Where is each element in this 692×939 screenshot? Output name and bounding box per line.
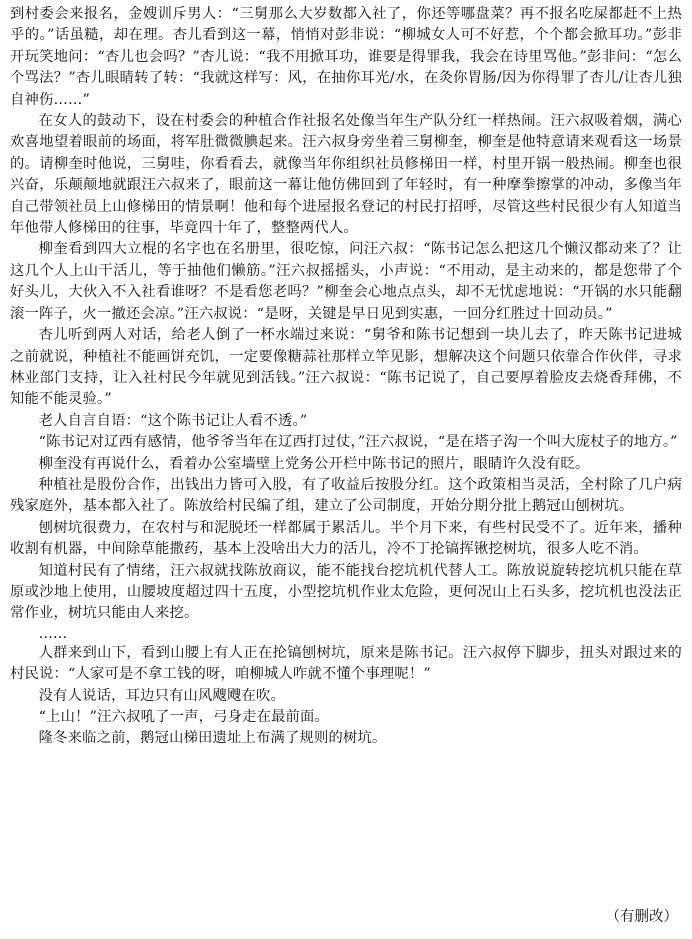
paragraph: “上山！”汪六叔吼了一声，弓身走在最前面。 (38, 709, 330, 725)
article-body (10, 4, 682, 750)
paragraph: 知道村民有了情绪，汪六叔就找陈放商议，能不能找台挖坑机代替人工。陈放说旋转挖坑机只能在草原或沙地上使用，山腰坡度超过四十五度，小型挖坑机作业太危险，更何况山上石头多，挖坑机也没法正常作业，树坑只能由人来挖。 (10, 562, 682, 622)
paragraph: 刨树坑很费力，在农村与和泥脱坯一样都属于累活儿。半个月下来，有些村民受不了。近年来，播种收割有机器，中间除草能撒药，基本上没啥出大力的活儿，冷不丁抡镐挥锹挖树坑，很多人吃不消。 (10, 519, 682, 558)
paragraph: 柳奎看到四大立棍的名字也在名册里，很吃惊，问汪六叔：“陈书记怎么把这几个懒汉都动来了？让这几个人上山干活儿，等于抽他们懒筋。”汪六叔摇摇头，小声说：“不用动，是主动来的，都是您带了个好头儿，大伙入不入社看谁呀？不是看您老吗？”柳奎会心地点点头，却不无忧虑地说：“开锅的水只能翻滚一阵子，火一撤还会凉。”汪六叔说：“是呀，关键是早日见到实惠，一回分红胜过十回动员。” (10, 241, 682, 322)
paragraph: 种植社是股份合作，出钱出力皆可入股，有了收益后按股分红。这个政策相当灵活，全村除了几户病残家庭外，基本都入社了。陈放给村民编了组，建立了公司制度，开始分期分批上鹅冠山刨树坑。 (10, 476, 682, 515)
paragraph: 隆冬来临之前，鹅冠山梯田遗址上布满了规则的树坑。 (38, 730, 387, 747)
paragraph: 柳奎没有再说什么，看着办公室墙壁上党务公开栏中陈书记的照片，眼睛许久没有眨。 (38, 455, 590, 472)
paragraph: “陈书记对辽西有感情，他爷爷当年在辽西打过仗，”汪六叔说，“是在塔子沟一个叫大庞杖子的地方。” (38, 434, 678, 451)
source-note: （有删改） (605, 909, 678, 925)
paragraph: 杏儿听到两人对话，给老人倒了一杯水端过来说：“舅爷和陈书记想到一块儿去了，昨天陈书记进城之前就说，种植社不能画饼充饥，一定要像糖蒜社那样立竿见影，想解决这个问题只依靠合作伙伴，寻求林业部门支持，让入社村民今年就见到活钱。”汪六叔说：“陈书记说了，自己要厚着脸皮去烧香拜佛，不知能不能灵验。” (10, 327, 682, 408)
paragraph: 没有人说话，耳边只有山风飕飕在吹。 (38, 687, 286, 704)
paragraph: 老人自言自语：“这个陈书记让人看不透。” (38, 412, 308, 429)
paragraph: 人群来到山下，看到山腰上有人正在抡镐刨树坑，原来是陈书记。汪六叔停下脚步，扭头对跟过来的村民说：“人家可是不拿工钱的呀，咱柳城人咋就不懂个事理呢！” (10, 644, 682, 683)
omission-ellipsis: …… (38, 625, 68, 642)
paragraph: 到村委会来报名，金嫂训斥男人：“三舅那么大岁数都入社了，你还等哪盘菜？再不报名吃屎都赶不上热乎的。”话虽糙，却在理。杏儿看到这一幕，悄悄对彭非说：“柳城女人可不好惹，个个都会掀耳功。”彭非开玩笑地问：“杏儿也会吗？”杏儿说：“我不用掀耳功，谁要是得罪我，我会在诗里骂他。”彭非问：“怎么个骂法？”杏儿眼睛转了转：“我就这样写：风，在抽你耳光/水，在灸你胃肠/因为你得罪了杏儿/让杏儿独自神伤……” (10, 6, 682, 108)
paragraph: 在女人的鼓动下，设在村委会的种植合作社报名处像当年生产队分红一样热闹。汪六叔吸着烟，满心欢喜地望着眼前的场面，将军肚微微腆起来。汪六叔身旁坐着三舅柳奎，柳奎是他特意请来观看这一场景的。请柳奎时他说，三舅哇，你看看去，就像当年你组织社员修梯田一样，村里开锅一般热闹。柳奎也很兴奋，乐颠颠地就跟汪六叔来了，眼前这一幕让他仿佛回到了年轻时，有一种摩拳擦掌的冲动，多像当年自己带领社员上山修梯田的情景啊！他和每个进屋报名登记的村民打招呼，尽管这些村民很少有人知道当年他带人修梯田的往事，毕竟四十年了，整整两代人。 (10, 113, 682, 237)
